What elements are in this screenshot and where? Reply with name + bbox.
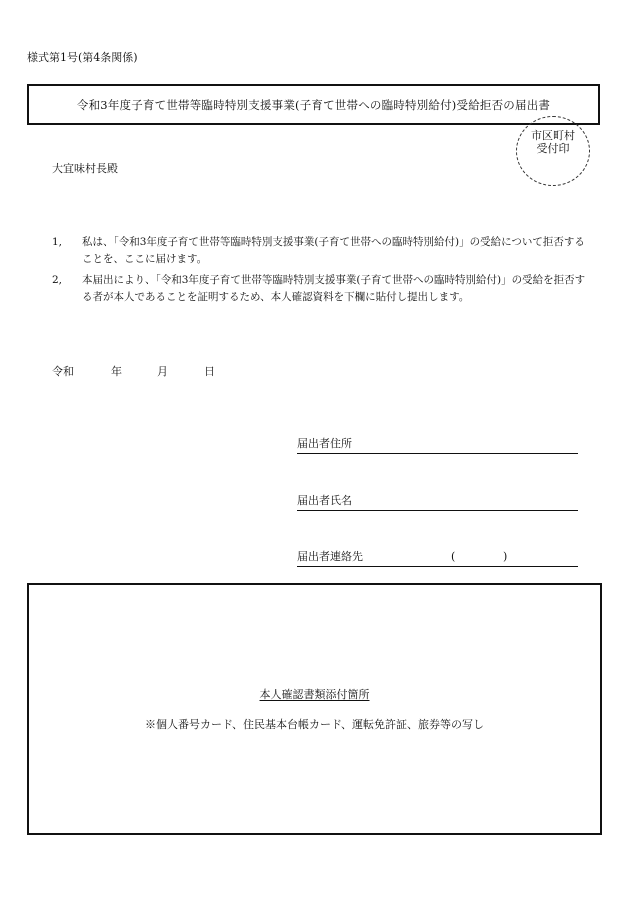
- attachment-note: ※個人番号カード、住民基本台帳カード、運転免許証、旅券等の写し: [144, 718, 485, 731]
- paren-close: ): [503, 550, 508, 563]
- id-attachment-area[interactable]: [27, 583, 602, 835]
- applicant-name-label: 届出者氏名: [297, 494, 352, 507]
- date-day[interactable]: 日: [204, 365, 215, 378]
- applicant-name-field[interactable]: [297, 494, 578, 511]
- applicant-address-field[interactable]: [297, 437, 578, 454]
- clause-number: 2,: [52, 274, 63, 286]
- clause-text: 本届出により、「令和3年度子育て世帯等臨時特別支援事業(子育て世帯への臨時特別給付)」の受給を拒否する者が本人であることを証明するため、本人確認資料を下欄に貼付し提出します。: [82, 274, 586, 303]
- reception-stamp-area: [516, 116, 590, 186]
- clause-1: [52, 234, 587, 268]
- applicant-address-label: 届出者住所: [297, 437, 352, 450]
- clause-text: 私は、「令和3年度子育て世帯等臨時特別支援事業(子育て世帯への臨時特別給付)」の受給について拒否することを、ここに届けます。: [82, 236, 585, 265]
- applicant-contact-field[interactable]: [297, 550, 578, 567]
- form-number: 様式第1号(第4条関係): [27, 51, 138, 64]
- clause-2: [52, 272, 587, 306]
- stamp-line-1: 市区町村: [531, 129, 575, 142]
- date-year[interactable]: 年: [111, 365, 122, 378]
- date-month[interactable]: 月: [157, 365, 168, 378]
- applicant-contact-label: 届出者連絡先: [297, 550, 363, 563]
- attachment-title-wrap: [29, 686, 600, 702]
- clause-number: 1,: [52, 236, 63, 248]
- stamp-line-2: 受付印: [536, 142, 570, 155]
- attachment-title: 本人確認書類添付箇所: [259, 688, 370, 701]
- document-title-box: [27, 84, 600, 125]
- date-era: 令和: [52, 365, 74, 378]
- document-title: 令和3年度子育て世帯等臨時特別支援事業(子育て世帯への臨時特別給付)受給拒否の届出書: [76, 97, 551, 112]
- addressee: 大宜味村長殿: [52, 162, 118, 175]
- paren-open: (: [451, 550, 456, 563]
